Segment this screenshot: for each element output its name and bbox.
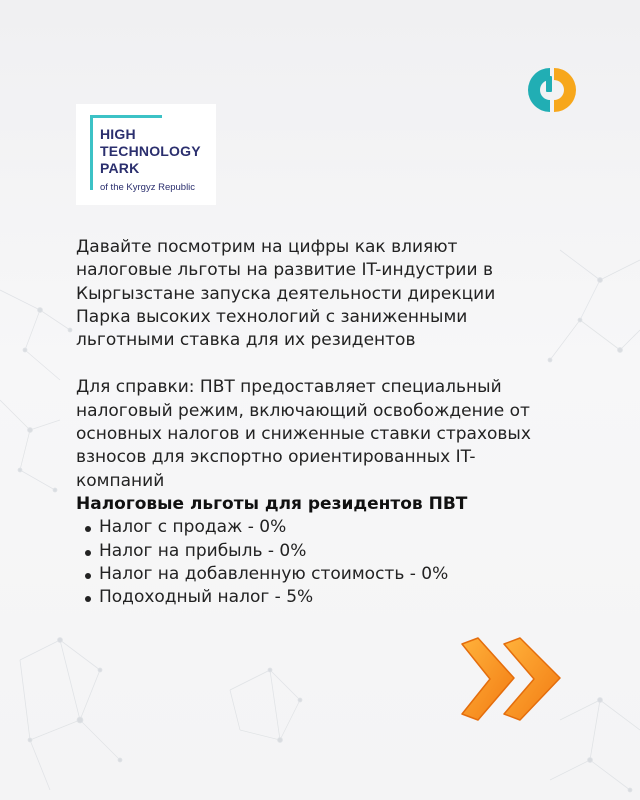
reference-paragraph: Для справки: ПВТ предоставляет специальный налоговый режим, включающий освобождение от основных налогов и сниженные ставки страховых взносов для экспортно ориентированных IT-компаний <box>76 377 531 491</box>
htp-logo <box>76 104 216 205</box>
brand-logo-icon <box>524 62 580 118</box>
main-content <box>76 236 536 609</box>
benefits-list <box>76 516 536 609</box>
intro-paragraph: Давайте посмотрим на цифры как влияют налоговые льготы на развитие IT-индустрии в Кыргызстане запуска деятельности дирекции Парка высоких технологий с заниженными льготными ставка для их резидентов <box>76 237 496 351</box>
logo-wordmark <box>100 126 201 177</box>
list-item: Налог на добавленную стоимость - 0% <box>85 563 536 586</box>
logo-line-2: TECHNOLOGY <box>100 143 201 159</box>
benefits-heading: Налоговые льготы для резидентов ПВТ <box>76 493 468 514</box>
list-item: Налог с продаж - 0% <box>85 516 536 539</box>
logo-line-1: HIGH <box>100 126 136 142</box>
logo-accent-top <box>90 115 162 118</box>
list-item: Налог на прибыль - 0% <box>85 540 536 563</box>
logo-line-3: PARK <box>100 160 140 176</box>
double-chevron-right-icon <box>456 634 566 726</box>
logo-accent-left <box>90 115 93 190</box>
list-item: Подоходный налог - 5% <box>85 586 536 609</box>
logo-subline: of the Kyrgyz Republic <box>100 182 196 193</box>
